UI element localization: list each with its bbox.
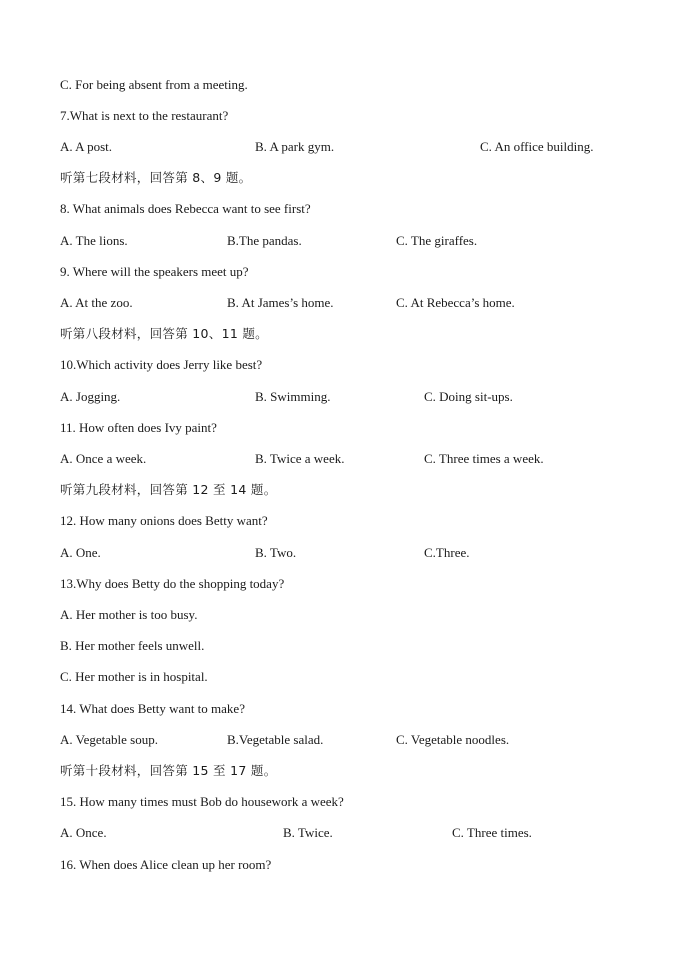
option-b: B. Two. xyxy=(255,545,297,560)
option-a: A. The lions. xyxy=(60,233,128,248)
option-b: B. Twice a week. xyxy=(255,451,345,466)
option-c: C. The giraffes. xyxy=(396,233,478,248)
question-9: 9. Where will the speakers meet up? xyxy=(60,264,249,279)
section-heading: 听第七段材料，回答第 8、9 题。 xyxy=(60,170,252,185)
option-b: B.The pandas. xyxy=(227,233,302,248)
option-c: C. Doing sit-ups. xyxy=(424,389,513,404)
option-a: A. A post. xyxy=(60,139,113,154)
option-c: C.Three. xyxy=(424,545,470,560)
question-11: 11. How often does Ivy paint? xyxy=(60,420,217,435)
option-c: C. Vegetable noodles. xyxy=(396,732,510,747)
question-14: 14. What does Betty want to make? xyxy=(60,701,245,716)
section-heading: 听第十段材料，回答第 15 至 17 题。 xyxy=(60,763,277,778)
option-b: B. At James’s home. xyxy=(227,295,334,310)
question-10: 10.Which activity does Jerry like best? xyxy=(60,357,263,372)
option-c: C. Her mother is in hospital. xyxy=(60,669,208,684)
option-c: C. An office building. xyxy=(480,139,594,154)
question-16: 16. When does Alice clean up her room? xyxy=(60,857,272,872)
option-a: A. At the zoo. xyxy=(60,295,133,310)
question-12: 12. How many onions does Betty want? xyxy=(60,513,268,528)
option-b: B. A park gym. xyxy=(255,139,335,154)
option-a: A. One. xyxy=(60,545,101,560)
question-13: 13.Why does Betty do the shopping today? xyxy=(60,576,285,591)
option-a: A. Her mother is too busy. xyxy=(60,607,198,622)
option-a: A. Once a week. xyxy=(60,451,147,466)
option-c: C. Three times a week. xyxy=(424,451,544,466)
question-8: 8. What animals does Rebecca want to see first? xyxy=(60,201,311,216)
option-a: A. Jogging. xyxy=(60,389,121,404)
section-heading: 听第八段材料，回答第 10、11 题。 xyxy=(60,326,268,341)
option-line: C. For being absent from a meeting. xyxy=(60,77,248,92)
question-15: 15. How many times must Bob do housework a week? xyxy=(60,794,344,809)
option-b: B. Swimming. xyxy=(255,389,331,404)
option-b: B.Vegetable salad. xyxy=(227,732,324,747)
option-a: A. Vegetable soup. xyxy=(60,732,158,747)
section-heading: 听第九段材料，回答第 12 至 14 题。 xyxy=(60,482,277,497)
option-c: C. Three times. xyxy=(452,825,532,840)
option-b: B. Twice. xyxy=(283,825,333,840)
question-7: 7.What is next to the restaurant? xyxy=(60,108,229,123)
option-a: A. Once. xyxy=(60,825,107,840)
option-b: B. Her mother feels unwell. xyxy=(60,638,205,653)
option-c: C. At Rebecca’s home. xyxy=(396,295,515,310)
